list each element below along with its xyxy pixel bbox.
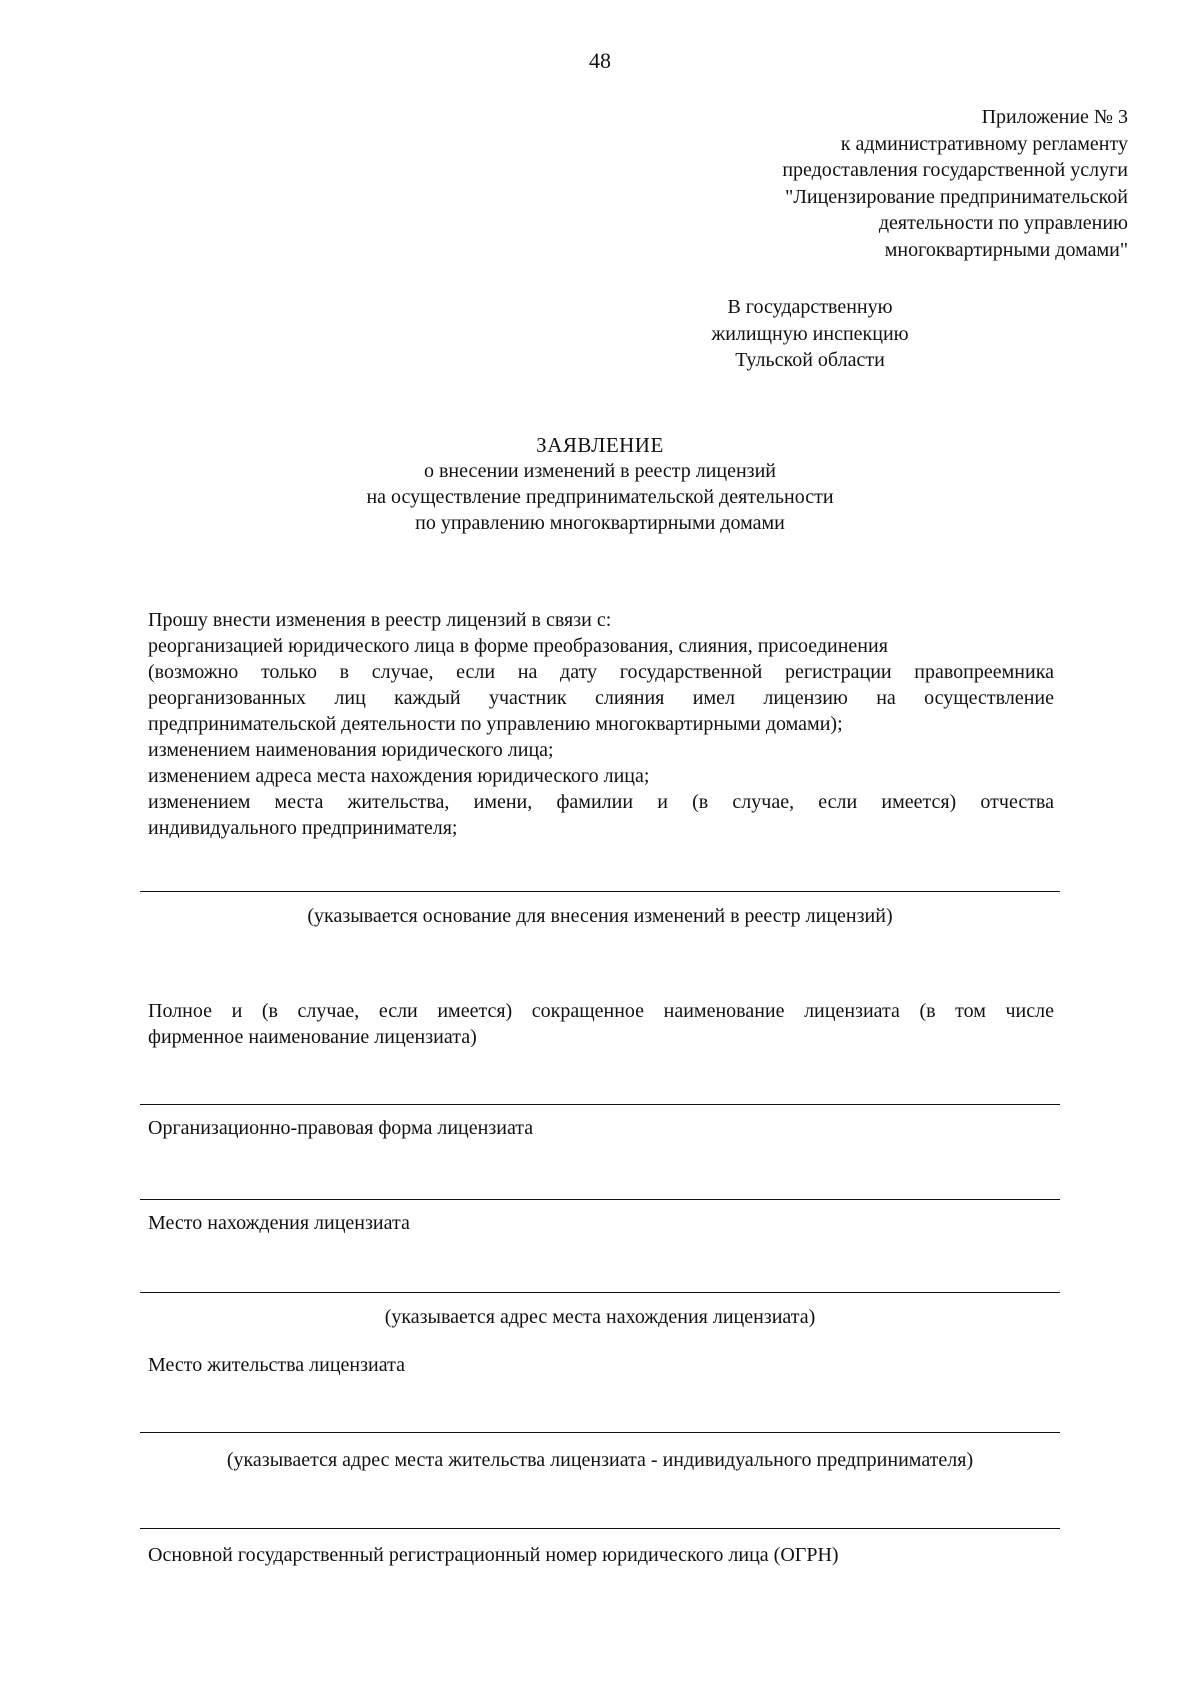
appendix-line: предоставления государственной услуги: [782, 159, 1128, 181]
location-input-line[interactable]: [140, 1292, 1060, 1293]
appendix-line: деятельности по управлению: [878, 212, 1128, 234]
ogrn-label: Основной государственный регистрационный номер юридического лица (ОГРН): [148, 1544, 839, 1566]
full-name-label-line: фирменное наименование лицензиата): [148, 1026, 477, 1048]
location-caption: (указывается адрес места нахождения лицензиата): [384, 1306, 816, 1328]
residence-caption: (указывается адрес места жительства лицензиата - индивидуального предпринимателя): [226, 1449, 974, 1471]
request-line: изменением наименования юридического лица;: [148, 739, 554, 761]
recipient-line: В государственную: [727, 296, 893, 318]
document-subtitle-line: на осуществление предпринимательской деятельности: [366, 486, 834, 508]
appendix-line: к административному регламенту: [840, 132, 1128, 155]
request-line: индивидуального предпринимателя;: [148, 817, 458, 839]
full-name-input-line[interactable]: [140, 1104, 1060, 1105]
location-label: Место нахождения лицензиата: [148, 1212, 410, 1234]
document-subtitle-line: по управлению многоквартирными домами: [415, 512, 785, 534]
request-line: реорганизованных лиц каждый участник слияния имел лицензию на осуществление: [148, 687, 1054, 709]
basis-input-line[interactable]: [140, 891, 1060, 892]
recipient-line: жилищную инспекцию: [711, 322, 909, 345]
appendix-line: "Лицензирование предпринимательской: [785, 185, 1128, 208]
document-title-block: [0, 432, 1200, 536]
ogrn-input-line[interactable]: [140, 1528, 1060, 1529]
full-name-label-line: Полное и (в случае, если имеется) сокращенное наименование лицензиата (в том числе: [148, 1000, 1054, 1022]
request-paragraph: [148, 607, 1054, 841]
appendix-line: многоквартирными домами": [884, 238, 1128, 261]
recipient-line: Тульской области: [735, 349, 885, 371]
request-line: изменением места жительства, имени, фамилии и (в случае, если имеется) отчества: [148, 791, 1054, 813]
request-line: изменением адреса места нахождения юридического лица;: [148, 765, 650, 787]
legal-form-input-line[interactable]: [140, 1199, 1060, 1200]
page-number: 48: [589, 48, 611, 73]
legal-form-label: Организационно-правовая форма лицензиата: [148, 1117, 534, 1139]
basis-caption: (указывается основание для внесения изменений в реестр лицензий): [307, 905, 893, 927]
residence-input-line[interactable]: [140, 1432, 1060, 1433]
document-subtitle-line: о внесении изменений в реестр лицензий: [423, 460, 776, 482]
request-line: Прошу внести изменения в реестр лицензий в связи с:: [148, 609, 612, 631]
recipient-block: [660, 294, 960, 374]
appendix-block: [782, 104, 1128, 263]
request-line: (возможно только в случае, если на дату государственной регистрации правопреемника: [148, 661, 1054, 683]
request-line: реорганизацией юридического лица в форме преобразования, слияния, присоединения: [148, 635, 888, 657]
appendix-line: Приложение № 3: [981, 106, 1128, 128]
full-name-label: [148, 998, 1054, 1050]
residence-label: Место жительства лицензиата: [148, 1354, 405, 1376]
request-line: предпринимательской деятельности по управлению многоквартирными домами);: [148, 713, 843, 735]
document-title: ЗАЯВЛЕНИЕ: [536, 433, 664, 457]
